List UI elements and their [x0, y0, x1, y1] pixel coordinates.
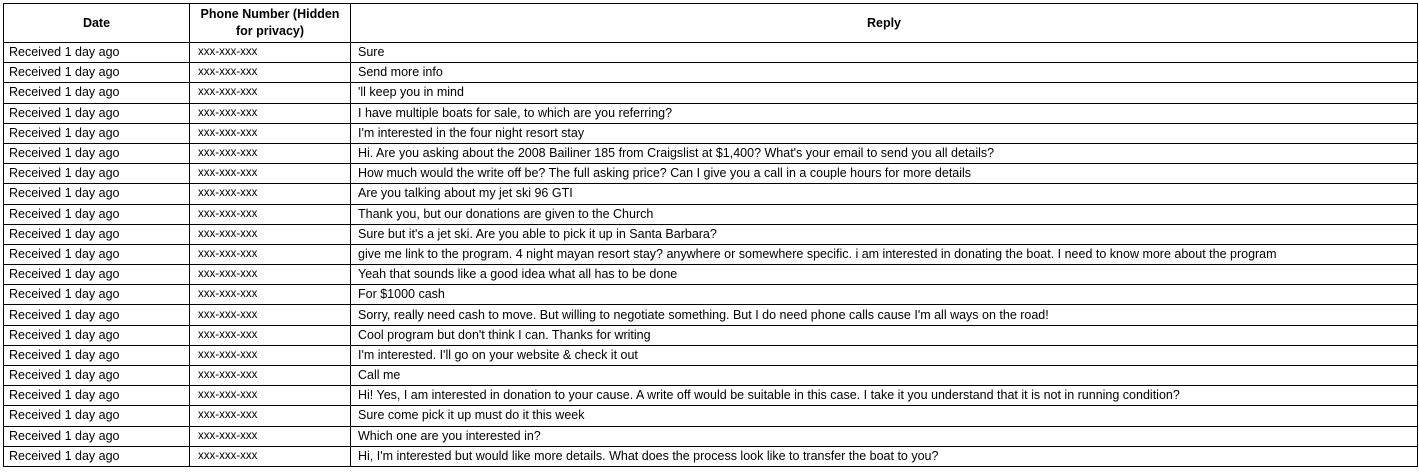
- reply-cell[interactable]: Which one are you interested in?: [351, 426, 1418, 446]
- table-row: [4, 204, 1418, 224]
- date-cell[interactable]: Received 1 day ago: [4, 325, 190, 345]
- phone-cell[interactable]: xxx-xxx-xxx: [190, 143, 351, 163]
- reply-cell[interactable]: Sure come pick it up must do it this week: [351, 406, 1418, 426]
- phone-cell[interactable]: xxx-xxx-xxx: [190, 63, 351, 83]
- phone-cell[interactable]: xxx-xxx-xxx: [190, 325, 351, 345]
- date-cell[interactable]: Received 1 day ago: [4, 43, 190, 63]
- phone-cell[interactable]: xxx-xxx-xxx: [190, 285, 351, 305]
- phone-cell[interactable]: xxx-xxx-xxx: [190, 43, 351, 63]
- table-row: [4, 43, 1418, 63]
- table-row: [4, 244, 1418, 264]
- reply-cell[interactable]: Sure but it's a jet ski. Are you able to pick it up in Santa Barbara?: [351, 224, 1418, 244]
- table-row: [4, 446, 1418, 466]
- phone-cell[interactable]: xxx-xxx-xxx: [190, 184, 351, 204]
- table-row: [4, 386, 1418, 406]
- date-cell[interactable]: Received 1 day ago: [4, 83, 190, 103]
- phone-cell[interactable]: xxx-xxx-xxx: [190, 426, 351, 446]
- reply-cell[interactable]: Sorry, really need cash to move. But willing to negotiate something. But I do need phone calls cause I'm all ways on the road!: [351, 305, 1418, 325]
- table-row: [4, 265, 1418, 285]
- phone-cell[interactable]: xxx-xxx-xxx: [190, 83, 351, 103]
- phone-cell[interactable]: xxx-xxx-xxx: [190, 406, 351, 426]
- date-cell[interactable]: Received 1 day ago: [4, 426, 190, 446]
- phone-cell[interactable]: xxx-xxx-xxx: [190, 366, 351, 386]
- reply-cell[interactable]: Send more info: [351, 63, 1418, 83]
- reply-cell[interactable]: I'm interested in the four night resort stay: [351, 123, 1418, 143]
- table-row: [4, 426, 1418, 446]
- table-row: [4, 305, 1418, 325]
- phone-cell[interactable]: xxx-xxx-xxx: [190, 305, 351, 325]
- phone-column-header[interactable]: Phone Number (Hidden for privacy): [190, 4, 351, 43]
- date-cell[interactable]: Received 1 day ago: [4, 406, 190, 426]
- phone-cell[interactable]: xxx-xxx-xxx: [190, 446, 351, 466]
- phone-cell[interactable]: xxx-xxx-xxx: [190, 345, 351, 365]
- phone-cell[interactable]: xxx-xxx-xxx: [190, 123, 351, 143]
- reply-column-header[interactable]: Reply: [351, 4, 1418, 43]
- table-row: [4, 63, 1418, 83]
- date-cell[interactable]: Received 1 day ago: [4, 143, 190, 163]
- table-row: [4, 366, 1418, 386]
- table-row: [4, 406, 1418, 426]
- table-row: [4, 285, 1418, 305]
- date-cell[interactable]: Received 1 day ago: [4, 123, 190, 143]
- phone-cell[interactable]: xxx-xxx-xxx: [190, 103, 351, 123]
- replies-sheet: [3, 3, 1418, 467]
- phone-cell[interactable]: xxx-xxx-xxx: [190, 265, 351, 285]
- table-row: [4, 143, 1418, 163]
- date-column-header[interactable]: Date: [4, 4, 190, 43]
- date-cell[interactable]: Received 1 day ago: [4, 204, 190, 224]
- table-row: [4, 83, 1418, 103]
- date-cell[interactable]: Received 1 day ago: [4, 446, 190, 466]
- date-cell[interactable]: Received 1 day ago: [4, 285, 190, 305]
- reply-cell[interactable]: Hi! Yes, I am interested in donation to your cause. A write off would be suitable in this case. I take it you understand that it is not in running condition?: [351, 386, 1418, 406]
- table-row: [4, 184, 1418, 204]
- phone-cell[interactable]: xxx-xxx-xxx: [190, 164, 351, 184]
- date-cell[interactable]: Received 1 day ago: [4, 305, 190, 325]
- date-cell[interactable]: Received 1 day ago: [4, 103, 190, 123]
- phone-cell[interactable]: xxx-xxx-xxx: [190, 204, 351, 224]
- table-body: [4, 43, 1418, 467]
- table-row: [4, 325, 1418, 345]
- reply-cell[interactable]: give me link to the program. 4 night mayan resort stay? anywhere or somewhere specific. i am interested in donating the boat. I need to know more about the program: [351, 244, 1418, 264]
- date-cell[interactable]: Received 1 day ago: [4, 345, 190, 365]
- date-cell[interactable]: Received 1 day ago: [4, 366, 190, 386]
- table-row: [4, 224, 1418, 244]
- date-cell[interactable]: Received 1 day ago: [4, 386, 190, 406]
- reply-cell[interactable]: How much would the write off be? The full asking price? Can I give you a call in a couple hours for more details: [351, 164, 1418, 184]
- reply-cell[interactable]: For $1000 cash: [351, 285, 1418, 305]
- date-cell[interactable]: Received 1 day ago: [4, 184, 190, 204]
- reply-cell[interactable]: Yeah that sounds like a good idea what all has to be done: [351, 265, 1418, 285]
- replies-table: [3, 3, 1418, 467]
- date-cell[interactable]: Received 1 day ago: [4, 164, 190, 184]
- reply-cell[interactable]: Hi, I'm interested but would like more details. What does the process look like to transfer the boat to you?: [351, 446, 1418, 466]
- reply-cell[interactable]: Hi. Are you asking about the 2008 Bailiner 185 from Craigslist at $1,400? What's your email to send you all details?: [351, 143, 1418, 163]
- header-row: [4, 4, 1418, 43]
- reply-cell[interactable]: 'll keep you in mind: [351, 83, 1418, 103]
- reply-cell[interactable]: I'm interested. I'll go on your website & check it out: [351, 345, 1418, 365]
- reply-cell[interactable]: Are you talking about my jet ski 96 GTI: [351, 184, 1418, 204]
- phone-cell[interactable]: xxx-xxx-xxx: [190, 386, 351, 406]
- phone-cell[interactable]: xxx-xxx-xxx: [190, 244, 351, 264]
- table-row: [4, 103, 1418, 123]
- table-row: [4, 345, 1418, 365]
- table-row: [4, 123, 1418, 143]
- reply-cell[interactable]: Cool program but don't think I can. Thanks for writing: [351, 325, 1418, 345]
- date-cell[interactable]: Received 1 day ago: [4, 63, 190, 83]
- date-cell[interactable]: Received 1 day ago: [4, 265, 190, 285]
- reply-cell[interactable]: Thank you, but our donations are given to the Church: [351, 204, 1418, 224]
- reply-cell[interactable]: Call me: [351, 366, 1418, 386]
- reply-cell[interactable]: Sure: [351, 43, 1418, 63]
- phone-cell[interactable]: xxx-xxx-xxx: [190, 224, 351, 244]
- date-cell[interactable]: Received 1 day ago: [4, 244, 190, 264]
- table-row: [4, 164, 1418, 184]
- date-cell[interactable]: Received 1 day ago: [4, 224, 190, 244]
- reply-cell[interactable]: I have multiple boats for sale, to which are you referring?: [351, 103, 1418, 123]
